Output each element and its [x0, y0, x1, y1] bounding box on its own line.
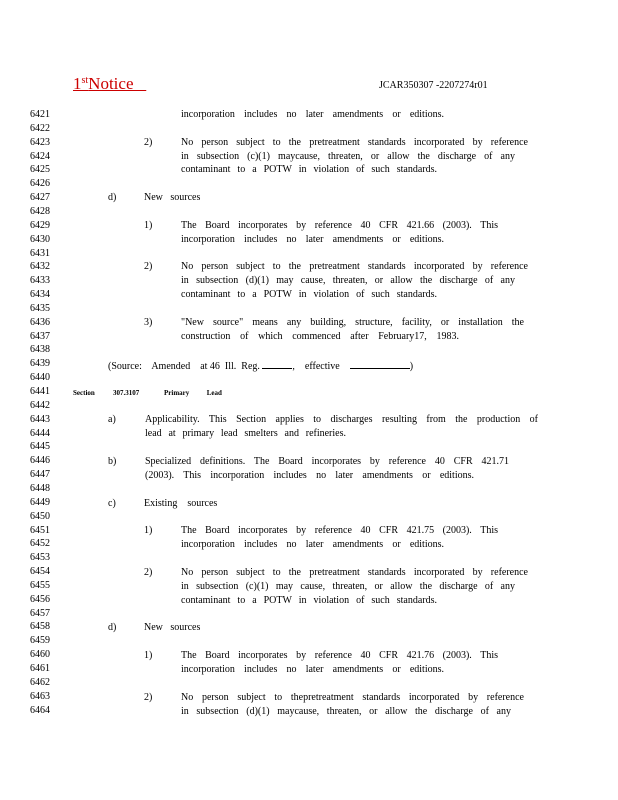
notice-label	[73, 74, 146, 94]
body-line: Specialized definitions. The Board incorporates by reference 40 CFR 421.71	[145, 456, 509, 467]
line-number: 6463	[30, 690, 50, 702]
line-number: 6423	[30, 136, 50, 148]
line-number: 6426	[30, 178, 50, 190]
line-number: 6444	[30, 427, 50, 439]
line-number: 6460	[30, 649, 50, 661]
body-line: incorporation includes no later amendments or editions.	[181, 109, 444, 120]
body-line: The Board incorporates by reference 40 CFR 421.66 (2003). This	[181, 220, 498, 231]
line-number: 6425	[30, 164, 50, 176]
line-number: 6424	[30, 150, 50, 162]
line-number: 6436	[30, 316, 50, 328]
section-title: Primary Lead	[164, 389, 222, 397]
body-line: (2003). This incorporation includes no later amendments or editions.	[145, 470, 474, 481]
line-number: 6443	[30, 413, 50, 425]
body-line: in subsection (d)(1) maycause, threaten, or allow the discharge of any	[181, 706, 511, 717]
line-number: 6452	[30, 538, 50, 550]
line-number: 6462	[30, 676, 50, 688]
line-number: 6431	[30, 247, 50, 259]
line-number: 6446	[30, 455, 50, 467]
line-number: 6437	[30, 330, 50, 342]
body-line: in subsection (d)(1) may cause, threaten, or allow the discharge of any	[181, 275, 515, 286]
source-note	[108, 359, 413, 373]
body-line: contaminant to a POTW in violation of such standards.	[181, 164, 437, 175]
line-number: 6457	[30, 607, 50, 619]
section-number: 307.3107	[113, 389, 140, 397]
line-number: 6451	[30, 524, 50, 536]
line-number: 6458	[30, 621, 50, 633]
notice-number: 1	[73, 74, 82, 93]
line-number: 6448	[30, 482, 50, 494]
body-line: construction of which commenced after February17, 1983.	[181, 331, 459, 342]
body-line: incorporation includes no later amendments or editions.	[181, 234, 444, 245]
line-number: 6459	[30, 635, 50, 647]
item-marker: 1)	[144, 220, 153, 231]
line-number: 6429	[30, 219, 50, 231]
body-line: Applicability. This Section applies to discharges resulting from the production of	[145, 414, 538, 425]
line-number: 6445	[30, 441, 50, 453]
notice-word: Notice	[88, 74, 134, 93]
source-effective: , effective	[292, 361, 340, 372]
document-code: JCAR350307 -2207274r01	[379, 80, 488, 91]
line-number: 6453	[30, 552, 50, 564]
item-marker: d)	[108, 192, 117, 203]
line-number: 6421	[30, 109, 50, 120]
line-number: 6428	[30, 205, 50, 217]
body-line: No person subject to the pretreatment standards incorporated by reference	[181, 137, 528, 148]
item-marker: 2)	[144, 261, 153, 272]
item-marker: 1)	[144, 650, 153, 661]
line-number: 6461	[30, 663, 50, 674]
line-number: 6434	[30, 289, 50, 300]
line-number: 6456	[30, 593, 50, 605]
body-line: No person subject to the pretreatment standards incorporated by reference	[181, 567, 528, 578]
source-end: )	[409, 361, 414, 372]
line-number: 6422	[30, 122, 50, 134]
line-number: 6427	[30, 192, 50, 204]
line-number: 6454	[30, 566, 50, 577]
line-number: 6442	[30, 399, 50, 411]
line-number: 6432	[30, 261, 50, 273]
item-marker: 2)	[144, 567, 153, 578]
line-number: 6439	[30, 358, 50, 370]
line-number: 6447	[30, 469, 50, 481]
line-number: 6464	[30, 704, 50, 716]
item-marker: 1)	[144, 525, 153, 536]
line-number: 6449	[30, 496, 50, 508]
item-marker: 3)	[144, 317, 153, 328]
body-line: incorporation includes no later amendments or editions.	[181, 664, 444, 675]
body-line: lead at primary lead smelters and refineries.	[145, 428, 346, 439]
subsection-title: Existing sources	[144, 498, 218, 509]
line-number: 6441	[30, 386, 50, 397]
body-line: The Board incorporates by reference 40 CFR 421.76 (2003). This	[181, 650, 498, 661]
item-marker: a)	[108, 414, 116, 425]
line-number: 6440	[30, 372, 50, 384]
line-number: 6433	[30, 275, 50, 287]
line-number: 6450	[30, 510, 50, 522]
subsection-title: New sources	[144, 622, 201, 633]
body-line: The Board incorporates by reference 40 CFR 421.75 (2003). This	[181, 525, 498, 536]
section-word: Section	[73, 389, 95, 397]
body-line: in subsection (c)(1) may cause, threaten, or allow the discharge of any	[181, 581, 515, 592]
item-marker: 2)	[144, 692, 153, 703]
subsection-title: New sources	[144, 192, 201, 203]
body-line: incorporation includes no later amendments or editions.	[181, 539, 444, 550]
line-number: 6430	[30, 233, 50, 245]
line-number: 6435	[30, 302, 50, 314]
source-prefix: (Source: Amended at 46 Ill. Reg.	[108, 361, 260, 372]
body-line: contaminant to a POTW in violation of such standards.	[181, 289, 437, 300]
item-marker: d)	[108, 622, 117, 633]
notice-ordinal-suffix: st	[81, 75, 89, 86]
body-line: contaminant to a POTW in violation of such standards.	[181, 595, 437, 606]
body-line: "New source" means any building, structure, facility, or installation the	[181, 317, 524, 328]
item-marker: c)	[108, 498, 116, 509]
body-line: in subsection (c)(1) maycause, threaten, or allow the discharge of any	[181, 151, 515, 162]
item-marker: b)	[108, 456, 117, 467]
blank-register-number	[262, 359, 292, 369]
blank-effective-date	[350, 359, 410, 369]
line-number: 6438	[30, 344, 50, 356]
body-line: No person subject to thepretreatment standards incorporated by reference	[181, 692, 524, 703]
body-line: No person subject to the pretreatment standards incorporated by reference	[181, 261, 528, 272]
item-marker: 2)	[144, 137, 153, 148]
line-number: 6455	[30, 579, 50, 591]
